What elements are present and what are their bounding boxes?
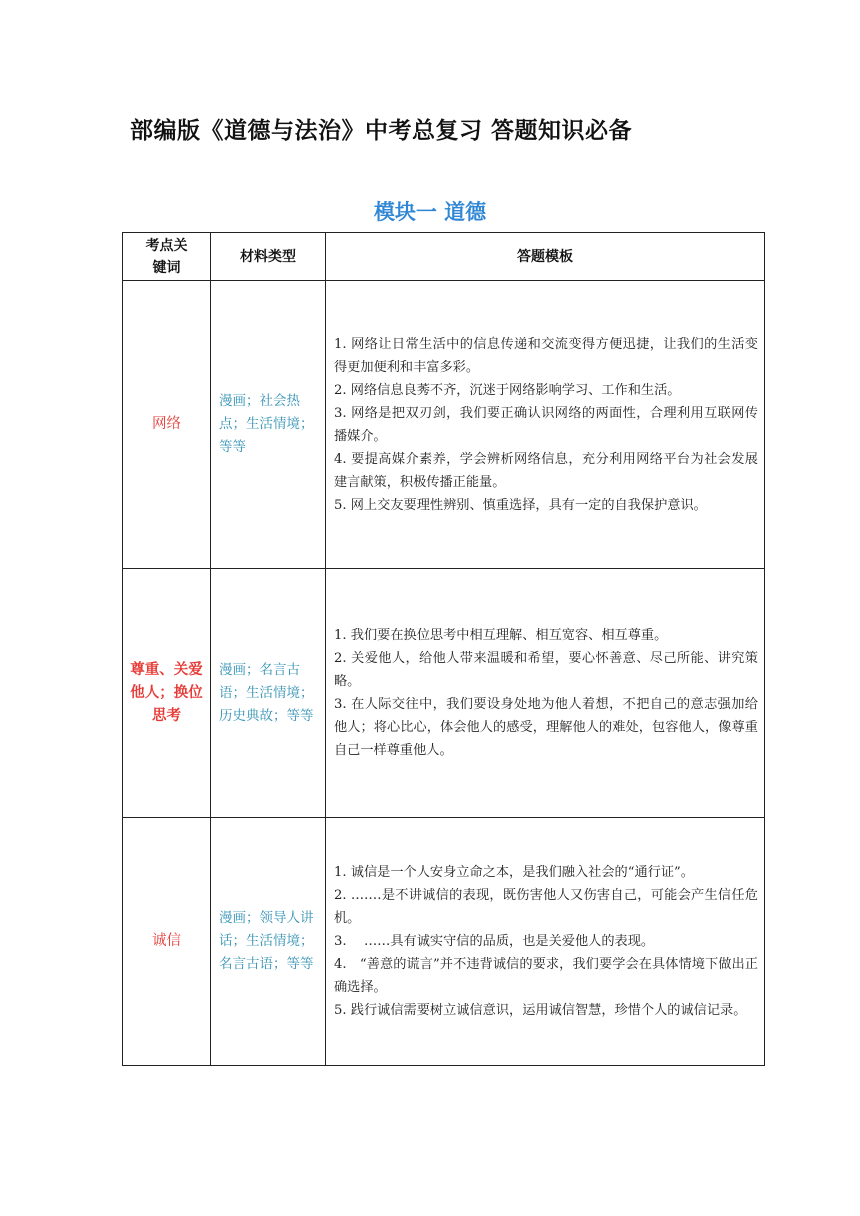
answer-point: 1. 我们要在换位思考中相互理解、相互宽容、相互尊重。 [334,628,668,643]
answer-point: 3. ……具有诚实守信的品质，也是关爱他人的表现。 [334,934,655,949]
answer-cell [326,818,765,1066]
document-title: 部编版《道德与法治》中考总复习 答题知识必备 [130,118,633,144]
answer-point: 1. 诚信是一个人安身立命之本，是我们融入社会的“通行证”。 [334,865,694,880]
answer-point: 5. 网上交友要理性辨别、慎重选择，具有一定的自我保护意识。 [334,497,707,513]
header-keyword: 考点关键词 [123,233,211,281]
material-cell: 漫画；社会热点；生活情境；等等 [211,281,326,569]
keyword-cell: 诚信 [123,818,211,1066]
answer-point: 2. 关爱他人，给他人带来温暖和希望，要心怀善意、尽己所能、讲究策略。 [334,651,758,689]
table-row [123,281,765,569]
keyword-cell: 尊重、关爱他人；换位思考 [123,569,211,818]
module-title: 模块一 道德 [373,200,487,224]
answer-template-table [122,232,765,1066]
material-cell: 漫画；领导人讲话；生活情境；名言古语；等等 [211,818,326,1066]
answer-point: 2. .……是不讲诚信的表现，既伤害他人又伤害自己，可能会产生信任危机。 [334,888,758,926]
answer-point: 4. “善意的谎言”并不违背诚信的要求，我们要学会在具体情境下做出正确选择。 [334,957,758,995]
answer-point: 2. 网络信息良莠不齐，沉迷于网络影响学习、工作和生活。 [334,382,681,398]
answer-point: 4. 要提高媒介素养，学会辨析网络信息，充分利用网络平台为社会发展建言献策，积极传播正能量。 [334,451,758,490]
table-header-row [123,233,765,281]
table-row [123,818,765,1066]
material-cell: 漫画；名言古语；生活情境；历史典故；等等 [211,569,326,818]
header-material: 材料类型 [211,233,326,281]
answer-point: 3. 在人际交往中，我们要设身处地为他人着想，不把自己的意志强加给他人；将心比心，体会他人的感受，理解他人的难处，包容他人，像尊重自己一样尊重他人。 [334,697,758,758]
answer-point: 5. 践行诚信需要树立诚信意识，运用诚信智慧，珍惜个人的诚信记录。 [334,1003,747,1018]
table-row [123,569,765,818]
header-template: 答题模板 [326,233,765,281]
answer-cell [326,569,765,818]
answer-point: 3. 网络是把双刃剑，我们要正确认识网络的两面性，合理利用互联网传播媒介。 [334,405,758,444]
answer-cell [326,281,765,569]
answer-point: 1. 网络让日常生活中的信息传递和交流变得方便迅捷，让我们的生活变得更加便利和丰富多彩。 [334,336,758,375]
keyword-cell: 网络 [123,281,211,569]
